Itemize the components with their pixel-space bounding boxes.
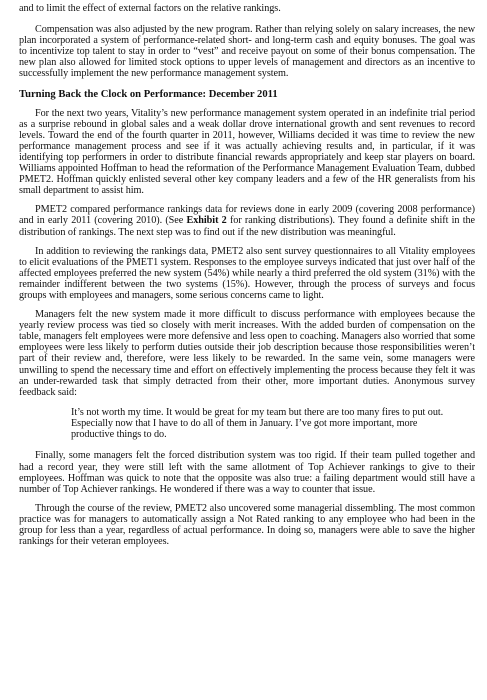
paragraph-managers: Managers felt the new system made it more difficult to discuss performance with employees because the yearly review process was tied so closely with merit increases. With the added burden of compensation on the table, managers felt employees were more defensive and less open to coaching. Managers also worried that some employees were less likely to perform duties outside their job description because those responsibilities weren’t part of their review and, therefore, were less likely to be rewarded. In the same vein, some managers were unwilling to spend the necessary time and effort on effectively implementing the process because they felt it was an under-rewarded task that simply detracted from their other, more important duties. Anonymous survey feedback said: (19, 309, 475, 398)
paragraph-forced-distribution: Finally, some managers felt the forced distribution system was too rigid. If their team pulled together and had a record year, they were still left with the same allotment of Top Achiever rankings to give to their employees. Hoffman was quick to note that the opposite was also true: a failing department would still have a number of Top Achiever rankings. He wondered if there was a way to counter that issue. (19, 450, 475, 495)
paragraph-survey: In addition to reviewing the rankings data, PMET2 also sent survey questionnaires to all Vitality employees to elicit evaluations of the PMET1 system. Responses to the employee surveys indicated that just over half of the affected employees preferred the new system (54%) while nearly a third preferred the old system (31%) with the remainder indifferent between the two systems (15%). However, through the process of surveys and focus groups with employees and managers, some serious concerns came to light. (19, 245, 475, 301)
section-heading: Turning Back the Clock on Performance: December 2011 (19, 88, 278, 100)
paragraph-rankings-data (19, 204, 475, 237)
exhibit-reference: Exhibit 2 (186, 215, 227, 227)
block-quote: It’s not worth my time. It would be great for my team but there are too many fires to put out. Especially now that I have to do all of them in January. I’ve got more important, more productive things to do. (71, 406, 444, 441)
paragraph-compensation: Compensation was also adjusted by the new program. Rather than relying solely on salary increases, the new plan incorporated a system of performance-related short- and long-term cash and equity bonuses. The goal was to incentivize top talent to stay in order to “vest” and receive payout on some of their bonus compensation. The new plan also allowed for limited stock options to upper levels of management and directors as an incentive to successfully implement the new performance management system. (19, 24, 475, 80)
paragraph-trial-period: For the next two years, Vitality’s new performance management system operated in an indefinite trial period as a surprise rebound in global sales and a weak dollar drove international growth and sent revenues to record levels. Toward the end of the fourth quarter in 2011, however, Williams decided it was time to review the new performance management process and see if it was actually achieving results and, in particular, if it was identifying top performers in order to distribute financial rewards appropriately and keep star players on board. Williams appointed Hoffman to head the reformation of the Performance Management Evaluation Team, dubbed PMET2. Hoffman quickly enlisted several other key company leaders and a few of the HR generalists from his small department to assist him. (19, 107, 475, 197)
text-segment: PMET2 compared performance rankings data for reviews done in early 2009 (covering 2008 performance) and in early 2011 (covering 2010). (See (19, 204, 475, 227)
paragraph-dissembling: Through the course of the review, PMET2 also uncovered some managerial dissembling. The most common practice was for managers to automatically assign a Not Rated ranking to any employee who had been in the group for less than a year, regardless of actual performance. In doing so, managers were able to save the higher rankings for their veteran employees. (19, 502, 475, 548)
paragraph-continuation: and to limit the effect of external factors on the relative rankings. (19, 3, 281, 14)
text-segment: for ranking distributions). They found a definite shift in the distribution of rankings. The next step was to find out if the new distribution was meaningful. (19, 215, 475, 238)
